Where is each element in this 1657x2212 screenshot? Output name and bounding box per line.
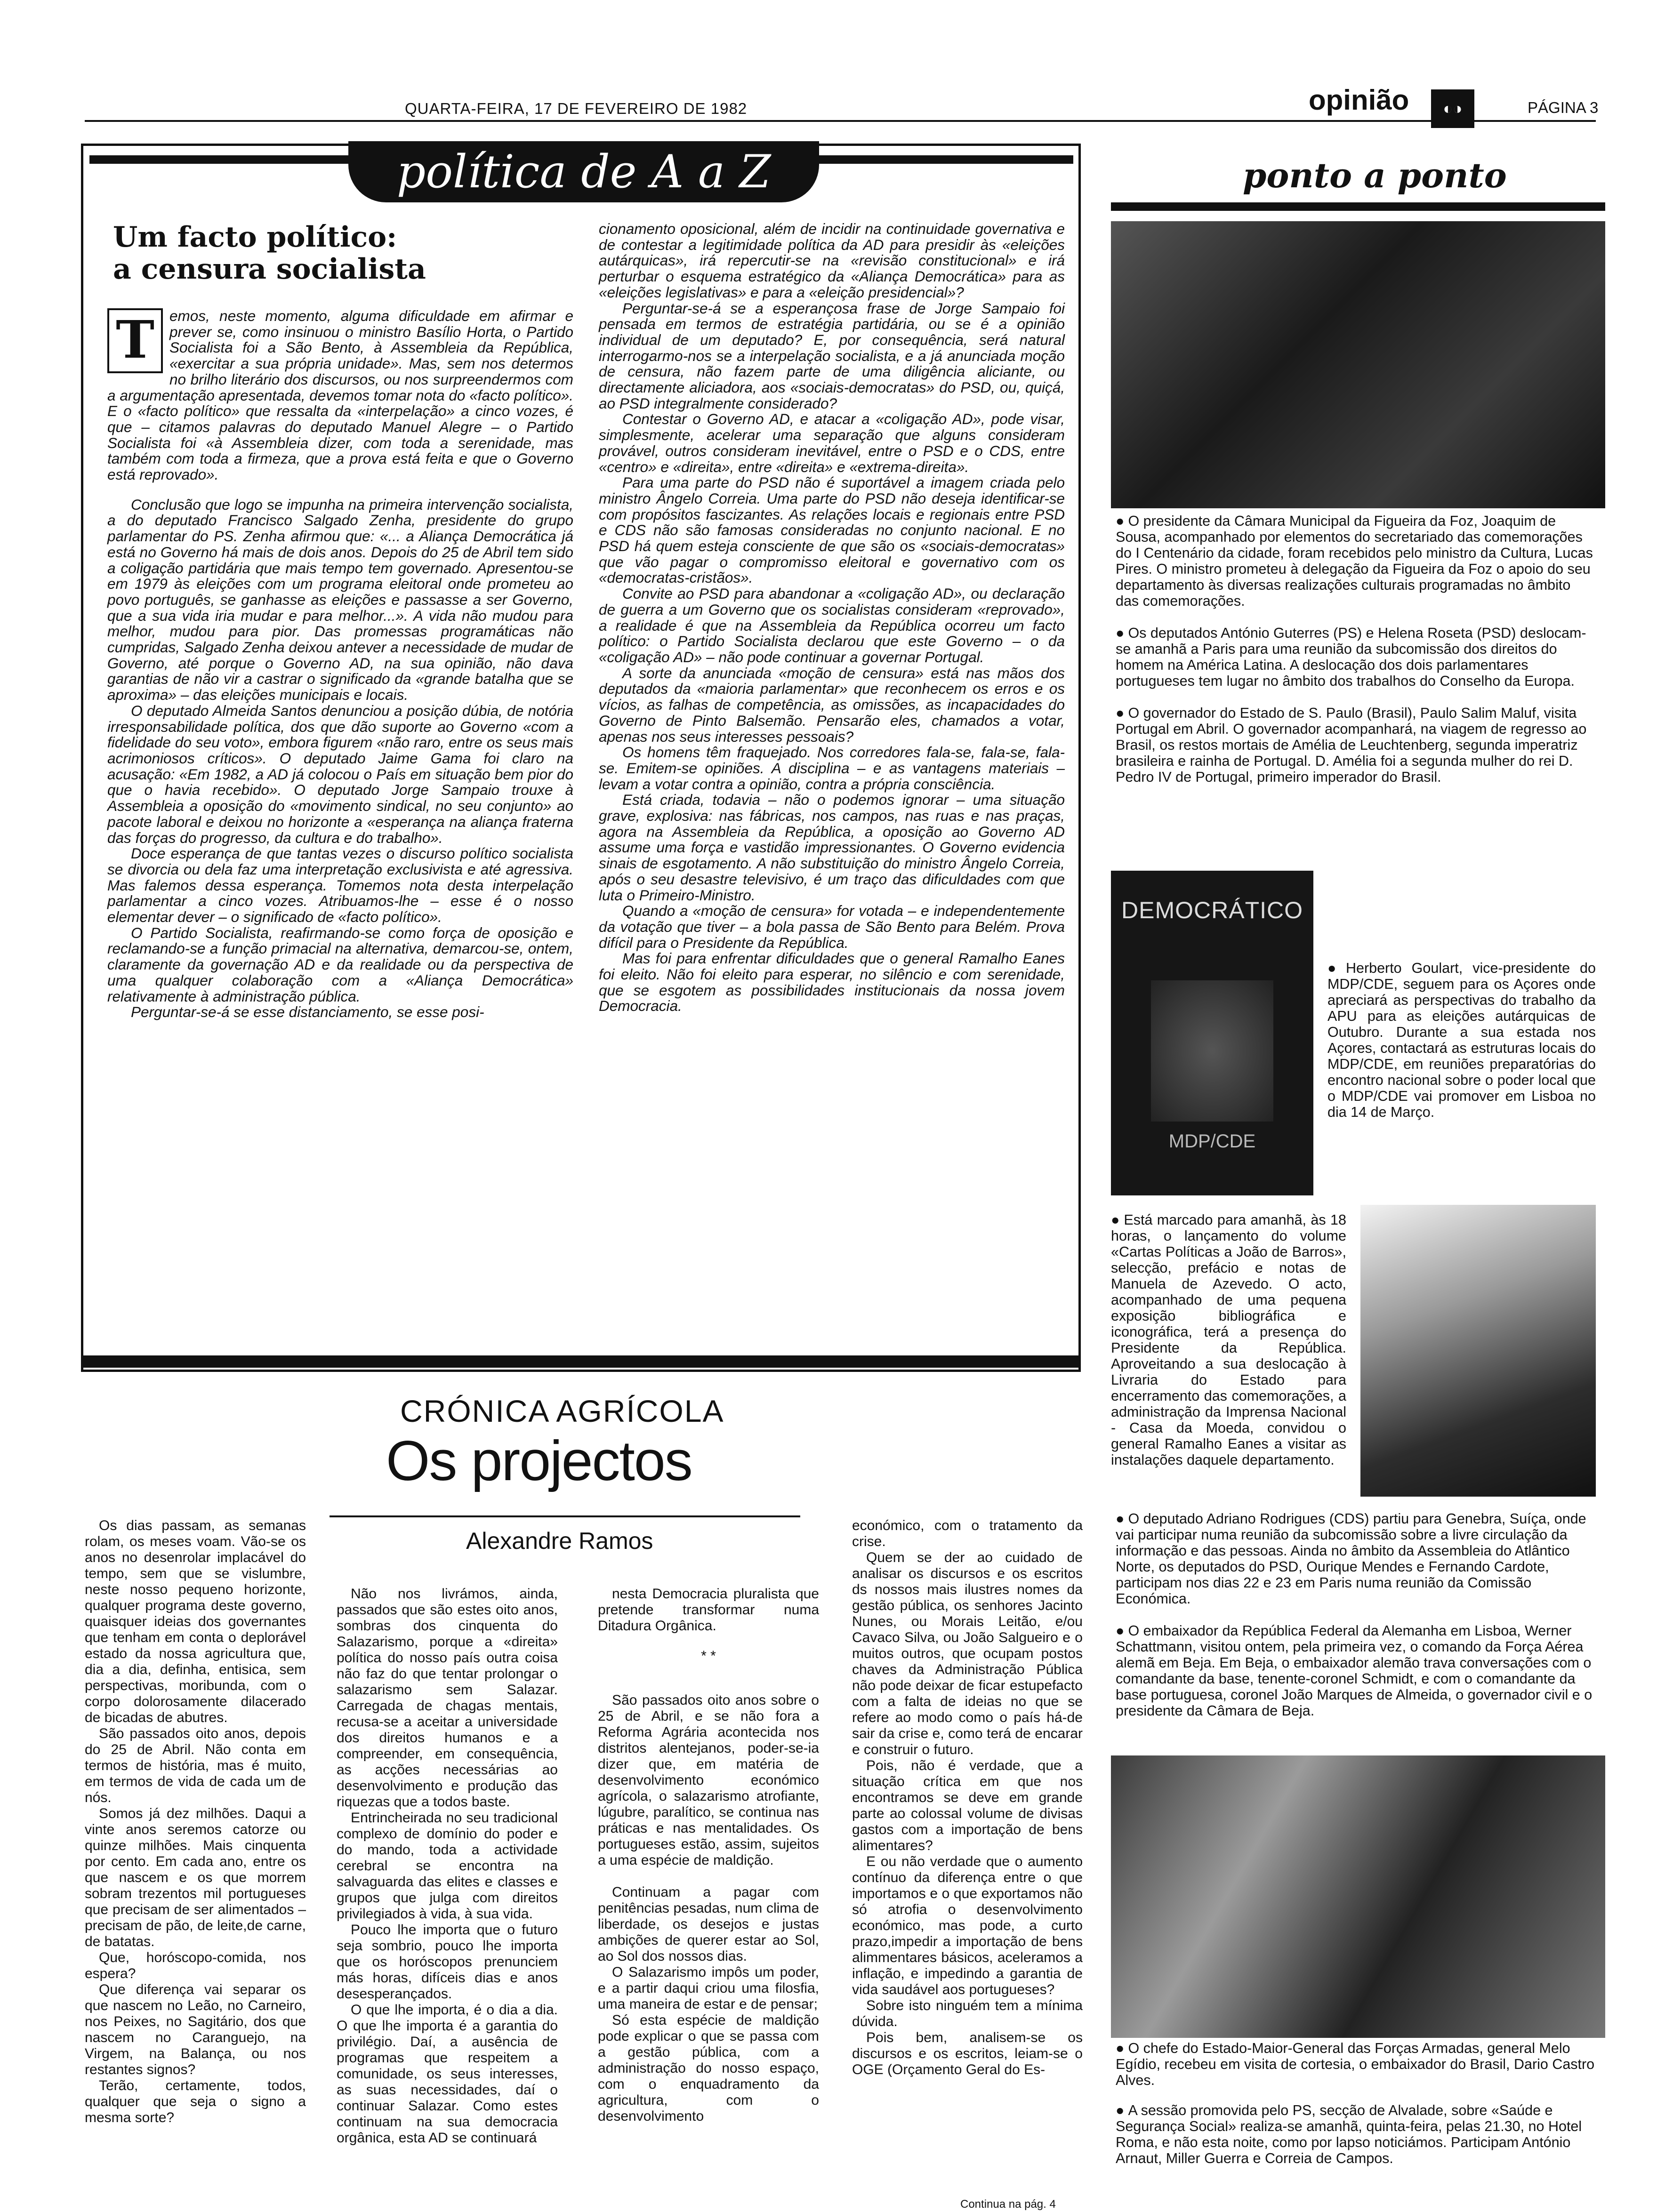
ponto-item-goulart: ● Herberto Goulart, vice-presidente do MDP/CDE, seguem para os Açores onde apreciará as perspectivas do trabalho da APU para as eleições autárquicas de Outubro. Durante a sua estada nos Açores, contactará as estruturas locais do MDP/CDE, em reuniões preparatórias do encontro nacional sobre o poder local que o MDP/CDE vai promover em Lisboa no dia 14 de Março.: [1327, 960, 1596, 1120]
banner-rule-left: [89, 155, 353, 164]
author-rule: [330, 1515, 800, 1517]
ponto-items-1: ● O presidente da Câmara Municipal da Figueira da Foz, Joaquim de Sousa, acompanhado por elementos do secretariado das comemorações do I Centenário da cidade, foram recebidos pelo ministro da Cultura, Lucas Pires. O ministro prometeu à delegação da Figueira da Foz o apoio do seu departamento às diversas realizações culturais programadas no âmbito das comemorações. ● Os deputados António Guterres (PS) e Helena Roseta (PSD) deslocam-se amanhã a Paris para uma reunião da subcomissão dos direitos do homem na América Latina. A deslocação dos dois parlamentares portugueses tem lugar no âmbito dos trabalhos do Conselho da Europa. ● O governador do Estado de S. Paulo (Brasil), Paulo Salim Maluf, visita Portugal em Abril. O governador acompanhará, na viagem de regresso ao Brasil, os restos mortais de Amélia de Leuchtenberg, segunda imperatriz brasileira e rainha de Portugal. D. Amélia foi a segunda mulher do rei D. Pedro IV de Portugal, primeiro imperador do Brasil.: [1116, 513, 1596, 785]
photo-eanes: [1360, 1205, 1596, 1497]
cronica-title: Os projectos: [386, 1429, 692, 1492]
cronica-col-2: Não nos livrámos, ainda, passados que são estes oito anos, sombras dos cinquenta do Salazarismo, porque a «direita» política do nosso país outra coisa não faz do que tentar prolongar o salazarismo sem Salazar. Carregada de chagas mentais, recusa-se a aceitar a universidade dos direitos humanos e a compreender, em consequência, as acções necessárias ao desenvolvimento e produção das riquezas que a todos baste. Entrincheirada no seu tradicional complexo de domínio do poder e do mando, toda a actividade cerebral se encontra na salvaguarda das elites e classes e grupos que julga com direitos privilegiados à vida, à sua vida. Pouco lhe importa que o futuro seja sombrio, pouco lhe importa que os horóscopos prenunciem más horas, difíceis dias e anos desesperançados. O que lhe importa, é o dia a dia. O que lhe importa é a garantia do privilégio. Daí, a ausência de programas que respeitem a comunidade, os seus interesses, as suas necessidades, daí o continuar Salazar. Como estes continuam na sua democracia orgânica, esta AD se continuará: [337, 1586, 558, 2146]
cronica-kicker: CRÓNICA AGRÍCOLA: [400, 1394, 724, 1428]
banner-rule-right: [814, 155, 1073, 164]
dropcap: T: [107, 308, 163, 373]
ponto-title: ponto a ponto: [1243, 155, 1507, 195]
header-rule: [85, 120, 1596, 122]
box-bottom-rule: [81, 1355, 1081, 1368]
cronica-col-1: Os dias passam, as semanas rolam, os meses voam. Vão-se os anos no desenrolar implacável do tempo, sem que se vislumbre, neste nosso pequeno horizonte, qualquer programa deste governo, quaisquer ideias dos governantes que tenham em conta o deplorável estado da nossa agricultura que, dia a dia, definha, entisica, sem perspectivas, moribunda, com o corpo dolorosamente dilacerado de bicadas de abutres. São passados oito anos, depois do 25 de Abril. Não conta em termos de história, mas é muito, em termos de vida de cada um de nós. Somos já dez milhões. Daqui a vinte anos seremos catorze ou quinze milhões. Mais cinquenta por cento. Em cada ano, entre os que nascem e os que morrem sobram trezentos mil portugueses que precisam de ser alimentados – precisam de pão, de leite,de carne, de batatas. Que, horóscopo-comida, nos espera? Que diferença vai separar os que nascem no Leão, no Carneiro, nos Peixes, no Sagitário, dos que nascem no Caranguejo, na Virgem, na Balança, ou nos restantes signos? Terão, certamente, todos, qualquer que seja o signo a mesma sorte?: [85, 1518, 306, 2125]
section-title: opinião: [1309, 84, 1409, 116]
photo-brasil: [1111, 1755, 1605, 2038]
cronica-col-3: nesta Democracia pluralista que pretende transformar numa Ditadura Orgânica. * * São passados oito anos sobre o 25 de Abril, e se não fora a Reforma Agrária acontecida nos distritos alentejanos, poder-se-ia dizer que, em matéria de desenvolvimento económico agrícola, o salazarismo atrofiante, lúgubre, paralítico, se continua nas práticas e nas mentalidades. Os portugueses estão, assim, sujeitos a uma espécie de maldição. Continuam a pagar com penitências pesadas, num clima de liberdade, os desejos e justas ambições de querer estar ao Sol, ao Sol dos nossos dias. O Salazarismo impôs um poder, e a partir daqui criou uma filosfia, uma maneira de estar e de pensar; Só esta espécie de maldição pode explicar o que se passa com a gestão pública, com a administração do nosso espaço, com o enquadramento da agricultura, com o desenvolvimento: [598, 1586, 819, 2124]
section-banner: política de A a Z: [348, 141, 819, 202]
article-title: Um facto político: a censura socialista: [113, 221, 426, 286]
cronica-author: Alexandre Ramos: [466, 1528, 653, 1554]
cronica-col-4: económico, com o tratamento da crise. Quem se der ao cuidado de analisar os discursos e os escritos ds nossos mais ilustres nomes da gestão pública, os senhores Jacinto Nunes, ou Morais Leitão, e/ou Cavaco Silva, ou João Salgueiro e o muitos outros, que ocupam postos chaves da Administração Pública não pode deixar de ficar estupefacto com a falta de ideias no que se refere ao modo como o país há-de sair da crise e, como terá de encarar e construir o futuro. Pois, não é verdade, que a situação crítica em que nos encontramos se deve em grande parte ao colossal volume de divisas gastos com a importação de bens alimentares? E ou não verdade que o aumento contínuo da diferença entre o que importamos e o que exportamos não só atrofia o desenvolvimento económico, mas pode, a curto prazo,impedir a importação de bens alimmentares básicos, aceleramos a inflação, e impedindo a garantia de vida saudável aos portugueses? Sobre isto ninguém tem a mínima dúvida. Pois bem, analisem-se os discursos e os escritos, leiam-se o OGE (Orçamento Geral do Es-: [852, 1518, 1083, 2077]
ponto-rule: [1111, 202, 1605, 211]
article-col-2: cionamento oposicional, além de incidir na continuidade governativa e de contestar a legitimidade política da AD para presidir às «eleições autárquicas», irá repercutir-se na «revisão constitucional» e irá perturbar o esquema estratégico da «Aliança Democrática» para as «eleições legislativas» e para a «eleição presidencial»? Perguntar-se-á se a esperançosa frase de Jorge Sampaio foi pensada em termos de estratégia partidária, ou se é a opinião individual de um deputado? E, por consequência, será natural interrogarmo-nos se a interpelação socialista, e a já anunciada moção de censura, não fazem parte de uma diligência aliciante, ou directamente aliciadora, aos «sociais-democratas» do PSD, ou, quiçá, ao PSD integralmente considerado? Contestar o Governo AD, e atacar a «coligação AD», pode visar, simplesmente, acelerar uma separação que alguns consideram provável, outros consideram inevitável, entre o PSD e o CDS, entre «centro» e «direita», entre «direita» e «extrema-direita». Para uma parte do PSD não é suportável a imagem criada pelo ministro Ângelo Correia. Uma parte do PSD não deseja identificar-se com propósitos fascizantes. As relações locais e regionais entre PSD e CDS não são famosas consideradas no conjunto nacional. E no PSD há quem esteja consciente de que são os «sociais-democratas» que vão pagar o compromisso eleitoral e governativo com os «democratas-cristãos». Convite ao PSD para abandonar a «coligação AD», ou declaração de guerra a um Governo que os socialistas consideram «reprovado», a realidade é que na Assembleia da República ocorreu um facto político: o Partido Socialista declarou que este Governo – o da «coligação AD» – não pode continuar a governar Portugal. A sorte da anunciada «moção de censura» está nas mãos dos deputados da «maioria parlamentar» que reconhecem os erros e os vícios, as falhas de competência, as omissões, as incapacidades do Governo de Pinto Balsemão. Pensarão eles, chamados a votar, apenas nos seus interesses pessoais? Os homens têm fraquejado. Nos corredores fala-se, fala-se, fala-se. Emitem-se opiniões. A disciplina – e as vantagens materiais – levam a votar contra a opinião, contra a própria consciência. Está criada, todavia – não o podemos ignorar – uma situação grave, explosiva: nas fábricas, nos campos, nas ruas e nas praças, agora na Assembleia da República, a oposição ao Governo AD assume uma força e vastidão impressionantes. O Governo evidencia sinais de esgotamento. A não substituição do ministro Ângelo Correia, após o seu desastre televisivo, é um traço das dificuldades com que luta o Primeiro-Ministro. Quando a «moção de censura» for votada – e independentemente da votação que tiver – a bola passa de São Bento para Belém. Prova difícil para o Presidente da República. Mas foi para enfrentar dificuldades que o general Ramalho Eanes foi eleito. Não foi eleito para esperar, no silêncio e com serenidade, que se esgotem as possibilidades institucionais da nossa jovem Democracia.: [599, 220, 1065, 1015]
poster-democratico: DEMOCRÁTICO MDP/CDE: [1111, 871, 1313, 1195]
continued-note: Continua na pág. 4: [960, 2198, 1056, 2211]
ponto-items-2: ● O deputado Adriano Rodrigues (CDS) partiu para Genebra, Suíça, onde vai participar numa reunião da subcomissão sobre a livre circulação da informação e das pessoas. Ainda no âmbito da Assembleia do Atlântico Norte, os deputados do PSD, Ourique Mendes e Fernando Cardote, participam nos dias 22 e 23 em Paris numa reunião da Comissão Económica. ● O embaixador da República Federal da Alemanha em Lisboa, Werner Schattmann, visitou ontem, pela primeira vez, o comando da Força Aérea alemã em Beja. Em Beja, o embaixador alemão trava conversações com o comandante da base, tenente-coronel Schmidt, e com o comandante da base portuguesa, coronel João Marques de Almeida, o governador civil e o presidente da Câmara de Beja.: [1116, 1511, 1596, 1719]
header-date: QUARTA-FEIRA, 17 DE FEVEREIRO DE 1982: [405, 100, 748, 117]
ponto-item-cartas: ● Está marcado para amanhã, às 18 horas, o lançamento do volume «Cartas Políticas a João de Barros», selecção, prefácio e notas de Manuela de Azevedo. O acto, acompanhado de uma pequena exposição bibliográfica e iconográfica, terá a presença do Presidente da República. Aproveitando a sua deslocação à Livraria do Estado para encerramento das comemorações, a administração da Imprensa Nacional - Casa da Moeda, convidou o general Ramalho Eanes a visitar as instalações daquele departamento.: [1111, 1212, 1346, 1468]
photo-figueira: [1111, 221, 1605, 508]
section-logo-icon: ◐◑: [1431, 89, 1474, 128]
article-col-1: T emos, neste momento, alguma dificuldade em afirmar e prever se, como insinuou o ministro Basílio Horta, o Partido Socialista foi a São Bento, à Assembleia da República, «exercitar a sua própria unidade». Mas, sem nos determos no brilho literário dos discursos, ou nos surpreendermos com a argumentação apresentada, devemos tomar nota do «facto político». E o «facto político» que ressalta da «interpelação» a cinco vozes, é que – citamos palavras do deputado Manuel Alegre – o Partido Socialista foi «à Assembleia dizer, com toda a serenidade, mas também com toda a firmeza, que a prova está feita e que o Governo está reprovado». Conclusão que logo se impunha na primeira intervenção socialista, a do deputado Francisco Salgado Zenha, presidente do grupo parlamentar do PS. Zenha afirmou que: «... a Aliança Democrática já está no Governo há mais de dois anos. Depois do 25 de Abril tem sido a coligação partidária que mais tempo tem governado. Apresentou-se em 1979 às eleições com um programa eleitoral onde prometeu ao povo português, se ganhasse as eleições e passasse a ser Governo, que a sua vida iria mudar e para melhor...». A vida não mudou para melhor, mudou para pior. Das promessas programáticas não cumpridas, Salgado Zenha deixou antever a necessidade de mudar de Governo, até porque o Governo AD, na sua opinião, não dava garantias de não vir a castrar o significado da «grande batalha que se aproxima» – das eleições municipais e locais. O deputado Almeida Santos denunciou a posição dúbia, de notória irresponsabilidade política, dos que dão suporte ao Governo «com a fidelidade do seu voto», embora figurem «não raro, entre os seus mais acrimoniosos críticos». O deputado Jaime Gama foi claro na acusação: «Em 1982, a AD já colocou o País em situação bem pior do que o havia recebido». O deputado Jorge Sampaio trouxe à Assembleia a oposição do «movimento sindical, no seu conjunto» ao pacote laboral e deixou no horizonte a «esperança na aliança fraterna das forças do progresso, da cultura e do trabalho». Doce esperança de que tantas vezes o discurso político socialista se divorcia ou dela faz uma interpretação exclusivista e até agressiva. Mas falemos dessa esperança. Tomemos nota desta interpelação parlamentar a cinco vozes. Atribuamos-lhe – esse é o nosso elementar dever – o significado de «facto político». O Partido Socialista, reafirmando-se como força de oposição e reclamando-se a função primacial na alternativa, demarcou-se, ontem, claramente da governação AD e da realidade ou da perspectiva de uma qualquer colaboração com a «Aliança Democrática» relativamente à administração pública. Perguntar-se-á se esse distanciamento, se esse posi-: [107, 307, 573, 1021]
page-number: PÁGINA 3: [1528, 99, 1599, 116]
ponto-items-3: ● O chefe do Estado-Maior-General das Forças Armadas, general Melo Egídio, recebeu em visita de cortesia, o embaixador do Brasil, Dario Castro Alves. ● A sessão promovida pelo PS, secção de Alvalade, sobre «Saúde e Segurança Social» realiza-se amanhã, quinta-feira, pelas 21.30, no Hotel Roma, e não esta noite, como por lapso noticiámos. Participam António Arnaut, Miller Guerra e Correia de Campos.: [1116, 2040, 1596, 2166]
